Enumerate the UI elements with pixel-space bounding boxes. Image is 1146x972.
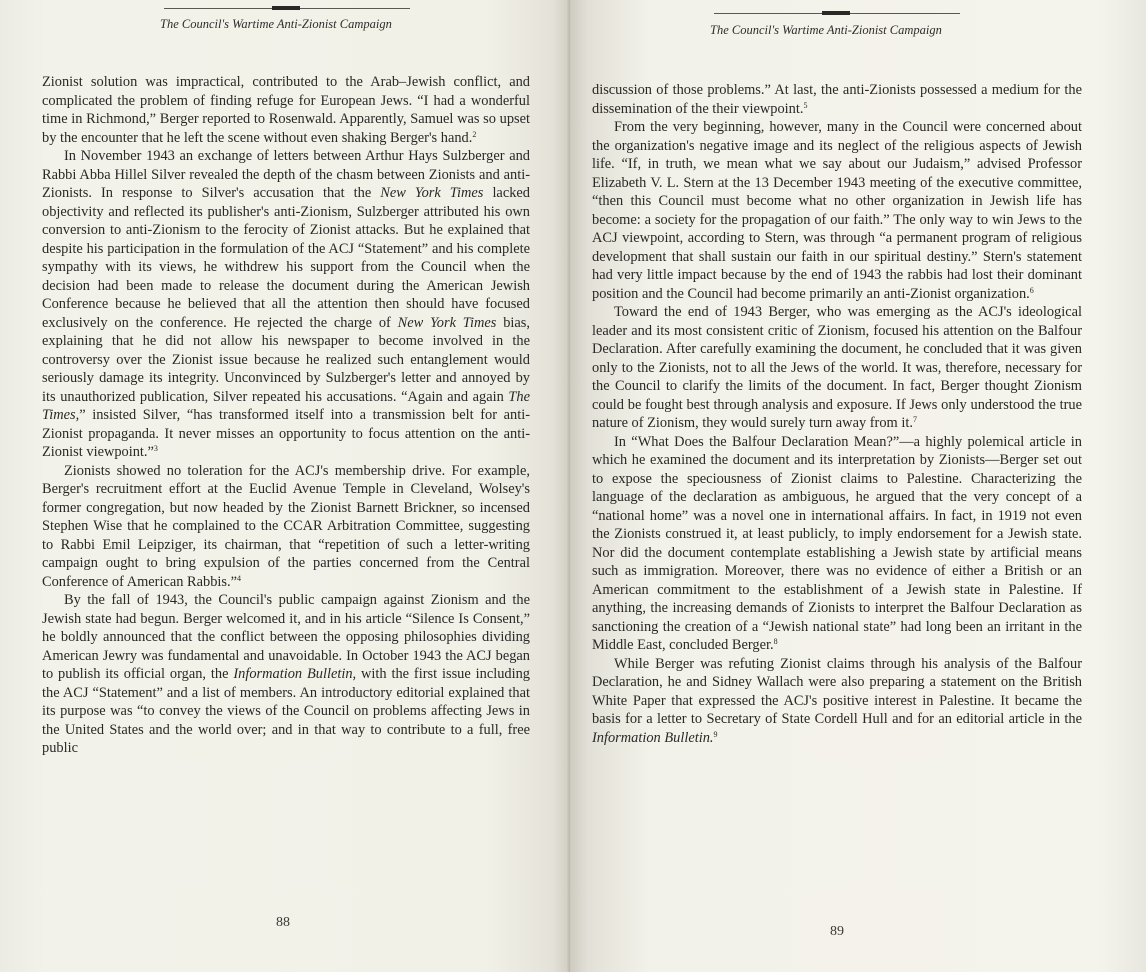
running-head: The Council's Wartime Anti-Zionist Campaign	[160, 17, 392, 31]
footnote-ref: 2	[472, 129, 477, 139]
paragraph: From the very beginning, however, many in the Council were concerned about the organization's negative image and its neglect of the religious aspects of Jewish life. “If, in truth, we mean what we say about our Judaism,” advised Professor Elizabeth V. L. Stern at the 13 December 1943 meeting of the executive committee, “then this Council must become what no other organization in Jewish life has become: a society for the propagation of our faith.” The only way to win Jews to the ACJ viewpoint, according to Stern, was through “a permanent program of religious development that shall sustain our faith in our spiritual destiny.” Stern's statement had very little impact because by the end of 1943 the rabbis had lost their dominant position and the Council had become primarily an anti-Zionist organization.$^6$	[592, 119, 1082, 302]
running-head: The Council's Wartime Anti-Zionist Campaign	[710, 23, 942, 37]
footnote-ref: 9	[713, 729, 718, 739]
page-number: 89	[830, 924, 844, 939]
paragraph: discussion of those problems.” At last, the anti-Zionists possessed a medium for the dissemination of the their viewpoint.$^5$	[592, 82, 1082, 117]
left-page	[0, 0, 570, 972]
footnote-ref: 8	[773, 637, 778, 646]
paragraph: In November 1943 an exchange of letters between Arthur Hays Sulzberger and Rabbi Abba Hillel Silver revealed the depth of the chasm between Zionists and anti-Zionists. In response to Silver's accusation that the New York Times lacked objectivity and reflected its publisher's anti-Zionism, Sulzberger attributed his own conversion to anti-Zionism to the ferocity of Zionist attacks. But he explained that despite his participation in the formulation of the ACJ “Statement” and his complete sympathy with its views, he withdrew his support from the Council when the decision had been made to release the document during the American Jewish Conference because he believed that all the attention then should have focused exclusively on the conference. He rejected the charge of New York Times bias, explaining that he did not allow his newspaper to become involved in the controversy over the Zionist issue because he realized such entanglement would seriously damage its integrity. Unconvinced by Sulzberger's letter and annoyed by its unauthorized publication, Silver repeated his accusations. “Again and again The Times,” insisted Silver, “has transformed itself into a transmission belt for anti-Zionist propaganda. It never misses an opportunity to focus attention on the anti-Zionist viewpoint.”$^3$	[42, 148, 530, 460]
paragraph: Toward the end of 1943 Berger, who was emerging as the ACJ's ideological leader and its most consistent critic of Zionism, focused his attention on the Balfour Declaration. After carefully examining the document, he concluded that it was given only to the Zionists, not to all the Jews of the world. It was, therefore, necessary for the Council to clarify the limits of the document. In fact, Berger thought Zionism could be fought best through analysis and exposure. If Jews only understood the true nature of Zionism, they would surely turn away from it.$^7$	[592, 304, 1082, 431]
paragraph: While Berger was refuting Zionist claims through his analysis of the Balfour Declaration, he and Sidney Wallach were also preparing a statement on the British White Paper that expressed the ACJ's positive interest in Palestine. It became the basis for a letter to Secretary of State Cordell Hull and for an editorial article in the Information Bulletin.$^9$	[592, 655, 1082, 746]
footnote-ref: 5	[803, 100, 808, 110]
page-number: 88	[276, 915, 290, 930]
footnote-ref: 4	[237, 573, 241, 583]
header-rule-mark	[822, 11, 850, 15]
paragraph: By the fall of 1943, the Council's public campaign against Zionism and the Jewish state had begun. Berger welcomed it, and in his article “Silence Is Consent,” he boldly announced that the conflict between the opposing philosophies dividing American Jewry was fundamental and unavoidable. In October 1943 the ACJ began to publish its official organ, the Information Bulletin, with the first issue including the ACJ “Statement” and a list of members. An introductory editorial explained that its purpose was “to convey the views of the Council on problems affecting Jews in the United States and the world over; and in that way to contribute to a full, free public	[42, 592, 530, 756]
body-text	[592, 81, 1082, 747]
right-page	[570, 0, 1146, 972]
footnote-ref: 6	[1029, 285, 1034, 295]
paragraph: In “What Does the Balfour Declaration Mean?”—a highly polemical article in which he examined the document and its interpretation by Zionists—Berger set out to expose the speciousness of Zionist claims to Palestine. Characterizing the language of the declaration as ambiguous, he argued that the very concept of a “national home” was a novel one in international affairs. In fact, in 1919 not even the Zionists construed it, at least publicly, to imply endorsement for a Jewish state. Nor did the document contemplate establishing a Jewish state by artificial means such as immigration. Moreover, there was no evidence of either a British or an American commitment to the establishment of a Jewish state in Palestine. If anything, the increasing demands of Zionists to interpret the Balfour Declaration as sanctioning the creation of a “Jewish national state” had long been an irritant in the Middle East, concluded Berger.$^8$	[592, 433, 1082, 653]
paragraph: Zionist solution was impractical, contributed to the Arab–Jewish conflict, and complicated the problem of finding refuge for European Jews. “I had a wonderful time in Richmond,” Berger reported to Rosenwald. Apparently, Samuel was so upset by the encounter that he left the scene without even shaking Berger's hand.$^2$	[42, 74, 530, 146]
paragraph: Zionists showed no toleration for the ACJ's membership drive. For example, Berger's recruitment effort at the Euclid Avenue Temple in Cleveland, Wolsey's former congregation, but now headed by the Zionist Barnett Brickner, so incensed Stephen Wise that he complained to the CCAR Arbitration Committee, suggesting to Rabbi Emil Leipziger, its chairman, that “repetition of such a letter-writing campaign ought to bring expulsion of the parties concerned from the Central Conference of American Rabbis.”$^4$	[42, 462, 530, 590]
footnote-ref: 7	[912, 415, 917, 424]
footnote-ref: 3	[153, 444, 158, 453]
header-rule-mark	[272, 6, 300, 10]
body-text	[42, 73, 530, 758]
